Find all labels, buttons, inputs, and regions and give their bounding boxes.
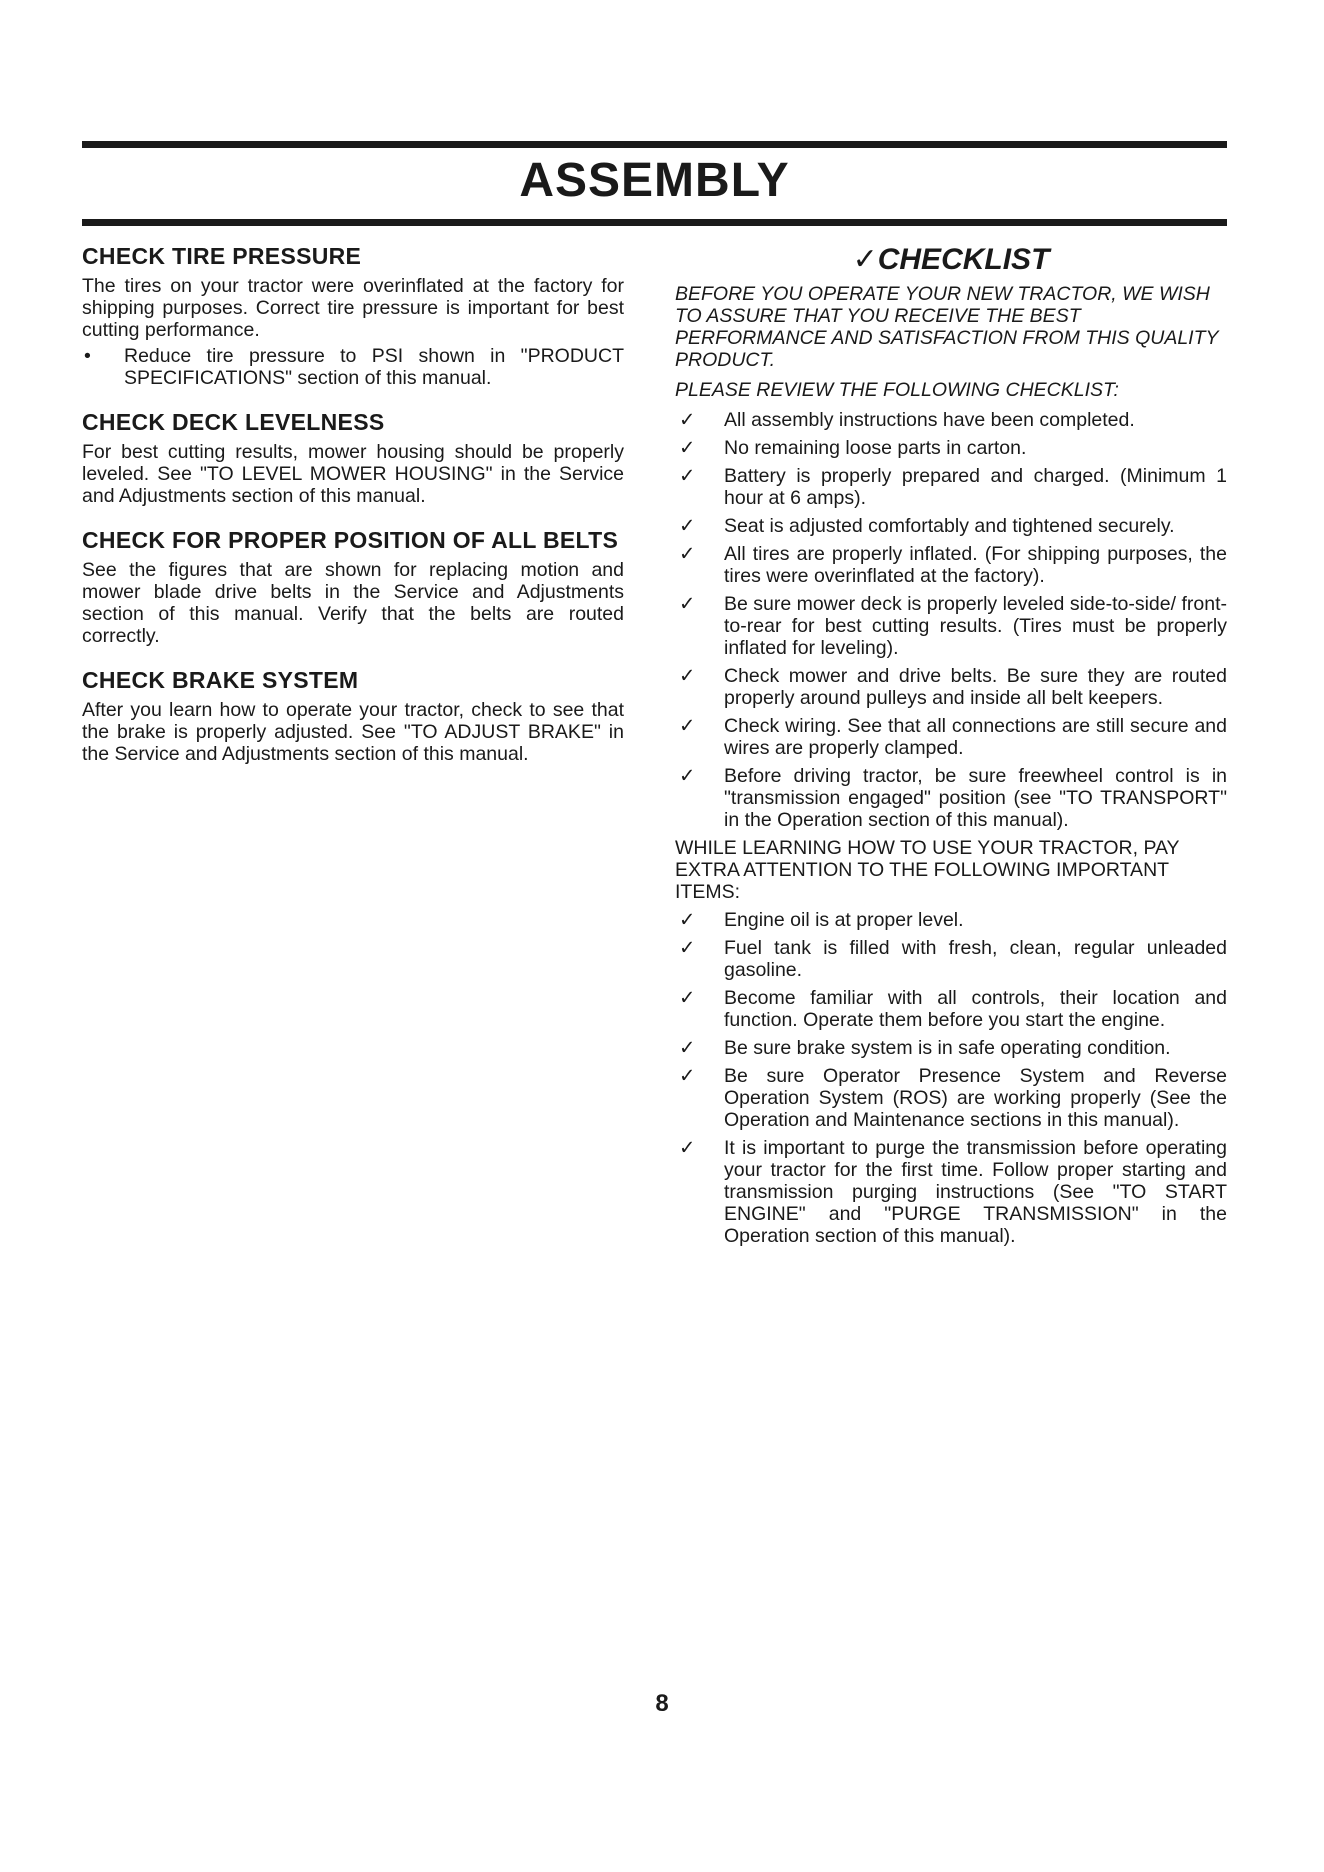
checklist-item-text: Engine oil is at proper level. — [724, 909, 964, 931]
section-text: See the figures that are shown for replacing motion and mower blade drive belts in the Service and Adjustments section of this manual. Verify that the belts are routed correctly. — [82, 559, 624, 647]
checklist-item-text: It is important to purge the transmission before operating your tractor for the first time. Follow proper starting and transmission purging instructions (See "TO START ENGINE" and "PURGE TRANSMISSION" in the Operation section of this manual). — [724, 1137, 1227, 1247]
section-heading: CHECK FOR PROPER POSITION OF ALL BELTS — [82, 527, 619, 553]
checklist-item-text: No remaining loose parts in carton. — [724, 437, 1027, 459]
checklist-item — [675, 715, 1227, 759]
section-belts — [82, 527, 624, 647]
check-mark-icon: ✓ — [679, 437, 696, 459]
checklist-item — [675, 987, 1227, 1031]
checklist-item — [675, 437, 1227, 459]
section-tire-pressure — [82, 243, 624, 389]
bullet-icon: • — [84, 345, 91, 367]
checklist-item-text: Be sure Operator Presence System and Reverse Operation System (ROS) are working properly (See the Operation and Maintenance sections in this manual). — [724, 1065, 1227, 1131]
check-mark-icon: ✓ — [679, 515, 696, 537]
section-heading: CHECK DECK LEVELNESS — [82, 409, 385, 435]
checklist-item-text: Before driving tractor, be sure freewheel control is in "transmission engaged" position (see "TO TRANSPORT" in the Operation section of this manual). — [724, 765, 1227, 831]
checklist-item-text: Be sure brake system is in safe operating condition. — [724, 1037, 1171, 1059]
checklist-item-text: Check mower and drive belts. Be sure they are routed properly around pulleys and inside all belt keepers. — [724, 665, 1227, 709]
check-mark-icon: ✓ — [679, 715, 696, 737]
checklist-item-text: Fuel tank is filled with fresh, clean, regular unleaded gasoline. — [724, 937, 1227, 981]
checklist-item — [675, 665, 1227, 709]
check-mark-icon: ✓ — [679, 1037, 696, 1059]
checklist-item — [675, 1137, 1227, 1247]
section-brake-system — [82, 667, 624, 765]
checklist-intro: BEFORE YOU OPERATE YOUR NEW TRACTOR, WE WISH TO ASSURE THAT YOU RECEIVE THE BEST PERFORMANCE AND SATISFACTION FROM THIS QUALITY PRODUCT. — [675, 283, 1219, 371]
checklist-item — [675, 909, 1227, 931]
checklist-item-text: All tires are properly inflated. (For shipping purposes, the tires were overinflated at the factory). — [724, 543, 1227, 587]
title-underline-rule — [82, 219, 1227, 226]
check-mark-icon: ✓ — [679, 1065, 696, 1087]
check-mark-icon: ✓ — [679, 409, 696, 431]
check-mark-icon: ✓ — [679, 465, 696, 487]
check-mark-icon: ✓ — [679, 1137, 696, 1159]
check-mark-icon: ✓ — [679, 765, 696, 787]
important-items-list — [675, 909, 1227, 1247]
left-column — [82, 243, 624, 785]
check-mark-icon: ✓ — [679, 987, 696, 1009]
checklist-item — [675, 765, 1227, 831]
right-column — [675, 243, 1227, 1253]
top-rule — [82, 141, 1227, 148]
bullet-item — [82, 345, 624, 389]
checklist-item-text: Seat is adjusted comfortably and tightened securely. — [724, 515, 1175, 537]
page-title: ASSEMBLY — [519, 154, 790, 207]
bullet-text: Reduce tire pressure to PSI shown in "PRODUCT SPECIFICATIONS" section of this manual. — [124, 345, 624, 389]
section-deck-levelness — [82, 409, 624, 507]
checklist-item — [675, 937, 1227, 981]
section-text: For best cutting results, mower housing should be properly leveled. See "TO LEVEL MOWER HOUSING" in the Service and Adjustments section of this manual. — [82, 441, 624, 507]
section-heading: CHECK TIRE PRESSURE — [82, 243, 362, 269]
checklist-item-text: All assembly instructions have been completed. — [724, 409, 1135, 431]
checklist — [675, 409, 1227, 831]
checklist-item — [675, 515, 1227, 537]
checklist-item — [675, 409, 1227, 431]
page-number: 8 — [655, 1690, 669, 1717]
checklist-item-text: Be sure mower deck is properly leveled side-to-side/ front-to-rear for best cutting results. (Tires must be properly inflated for leveling). — [724, 593, 1227, 659]
check-mark-icon: ✓ — [679, 665, 696, 687]
checklist-item — [675, 593, 1227, 659]
checklist-item — [675, 543, 1227, 587]
section-text: After you learn how to operate your tractor, check to see that the brake is properly adjusted. See "TO ADJUST BRAKE" in the Service and Adjustments section of this manual. — [82, 699, 624, 765]
section-text: The tires on your tractor were overinflated at the factory for shipping purposes. Correct tire pressure is important for best cutting performance. — [82, 275, 624, 341]
checklist-item — [675, 1037, 1227, 1059]
checklist-review: PLEASE REVIEW THE FOLLOWING CHECKLIST: — [675, 379, 1119, 401]
checklist-item-text: Check wiring. See that all connections are still secure and wires are properly clamped. — [724, 715, 1227, 759]
checklist-item-text: Battery is properly prepared and charged. (Minimum 1 hour at 6 amps). — [724, 465, 1227, 509]
check-mark-icon: ✓ — [679, 543, 696, 565]
checklist-title: ✓CHECKLIST — [852, 243, 1050, 276]
while-learning-text: WHILE LEARNING HOW TO USE YOUR TRACTOR, PAY EXTRA ATTENTION TO THE FOLLOWING IMPORTANT ITEMS: — [675, 837, 1180, 903]
checklist-item — [675, 1065, 1227, 1131]
check-mark-icon: ✓ — [679, 909, 696, 931]
check-mark-icon: ✓ — [679, 937, 696, 959]
check-mark-icon: ✓ — [679, 593, 696, 615]
checklist-item-text: Become familiar with all controls, their location and function. Operate them before you start the engine. — [724, 987, 1227, 1031]
section-heading: CHECK BRAKE SYSTEM — [82, 667, 359, 693]
checklist-item — [675, 465, 1227, 509]
